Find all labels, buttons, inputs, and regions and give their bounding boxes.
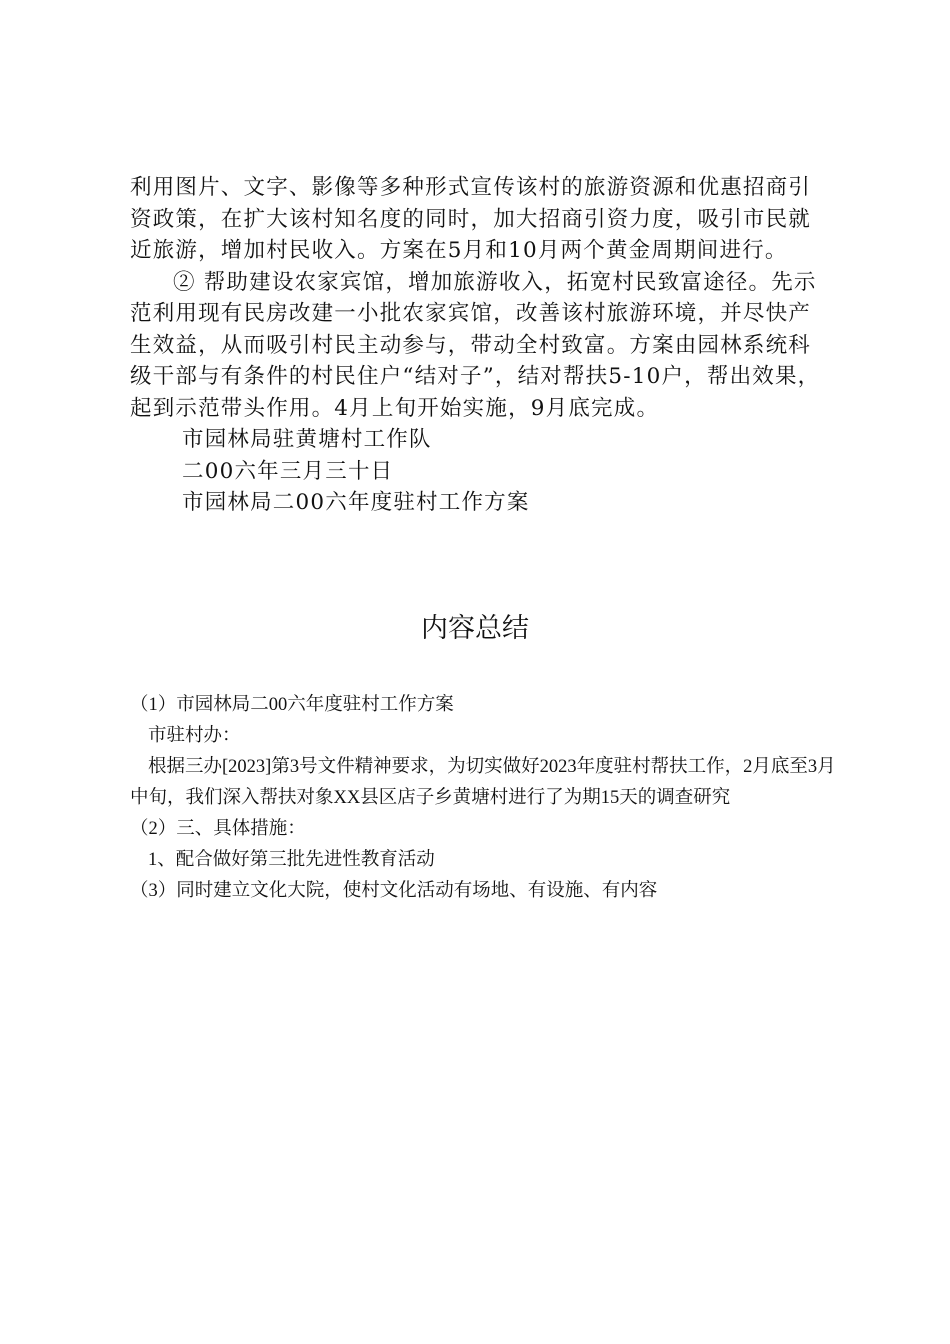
summary-paragraph: 根据三办[2023]第3号文件精神要求，为切实做好2023年度驻村帮扶工作，2月底至3月中旬，我们深入帮扶对象XX县区店子乡黄塘村进行了为期15天的调查研究	[130, 757, 836, 808]
signature-date: 二00六年三月三十日	[182, 458, 394, 484]
body-paragraph-2: ② 帮助建设农家宾馆，增加旅游收入，拓宽村民致富途径。先示范利用现有民房改建一小批农家宾馆，改善该村旅游环境，并尽快产生效益，从而吸引村民主动参与，带动全村致富。方案由园林系统科级干部与有条件的村民住户“结对子”，结对帮扶5-10户，帮出效果，起到示范带头作用。4月上旬开始实施，9月底完成。	[130, 269, 821, 421]
body-paragraph-1: 利用图片、文字、影像等多种形式宣传该村的旅游资源和优惠招商引资政策，在扩大该村知名度的同时，加大招商引资力度，吸引市民就近旅游，增加村民收入。方案在5月和10月两个黄金周期间进行。	[130, 175, 812, 263]
document-body	[130, 172, 830, 519]
signature-organization: 市园林局驻黄塘村工作队	[182, 427, 432, 452]
summary-addressee: 市驻村办：	[148, 726, 241, 746]
summary-item-3: （3）同时建立文化大院，使村文化活动有场地、有设施、有内容	[130, 881, 658, 901]
summary-section	[130, 690, 840, 907]
signature-doc-title: 市园林局二00六年度驻村工作方案	[182, 490, 530, 515]
summary-item-2-sub: 1、配合做好第三批先进性教育活动	[148, 850, 435, 870]
summary-item-2: （2）三、具体措施：	[130, 819, 306, 839]
summary-heading: 内容总结	[421, 613, 529, 643]
summary-item-1: （1）市园林局二00六年度驻村工作方案	[130, 695, 454, 715]
